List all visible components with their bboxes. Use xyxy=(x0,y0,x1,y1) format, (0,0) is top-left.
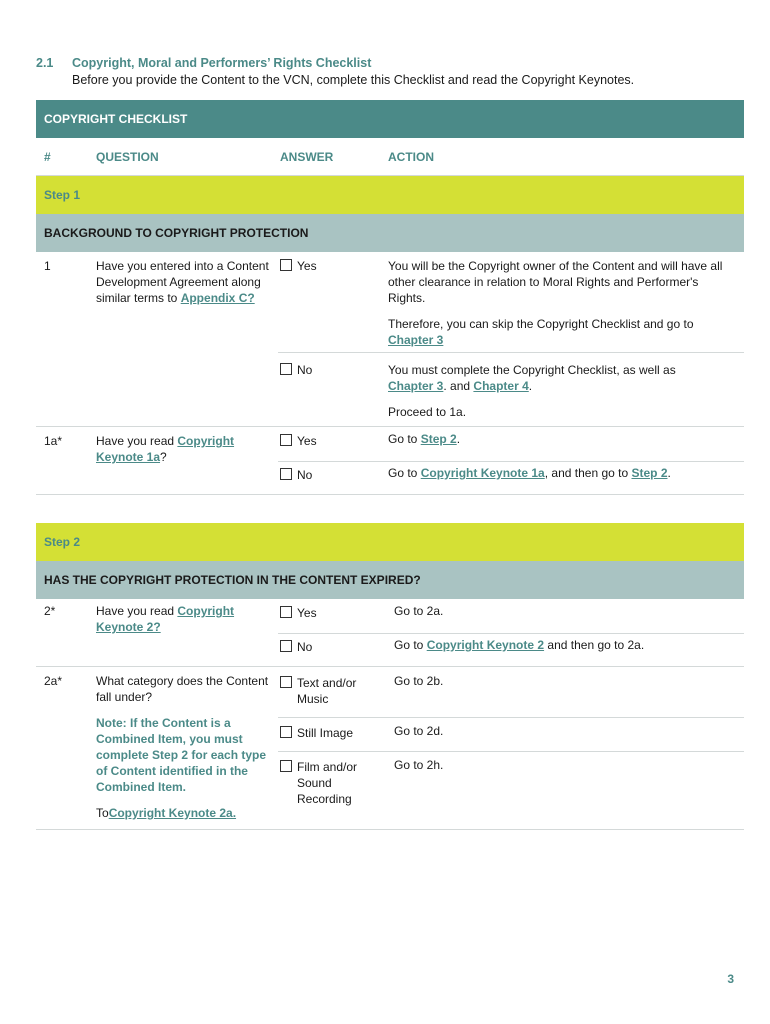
question-text: Have you entered into a Content Development Agreement along similar terms to Appendix C? xyxy=(96,259,269,305)
copyright-keynote-1a-link[interactable]: Copyright Keynote 1a xyxy=(420,466,545,480)
question-text: Have you read Copyright Keynote 1a? xyxy=(96,434,235,464)
question-number: 1 xyxy=(44,259,51,273)
step-2-link[interactable]: Step 2 xyxy=(631,466,668,480)
answer-film-sound[interactable]: Film and/or Sound Recording xyxy=(280,759,370,807)
action-yes: Go to 2a. xyxy=(394,604,444,618)
column-header-row xyxy=(36,138,744,176)
col-header-number: # xyxy=(44,150,51,164)
answer-no[interactable]: No xyxy=(280,639,370,655)
chapter-3-link[interactable]: Chapter 3 xyxy=(388,379,444,393)
action-still-image: Go to 2d. xyxy=(394,724,444,738)
checkbox-icon[interactable] xyxy=(280,259,292,271)
answer-yes[interactable]: Yes xyxy=(280,605,370,621)
table-title: COPYRIGHT CHECKLIST xyxy=(36,100,744,138)
checkbox-icon[interactable] xyxy=(280,760,292,772)
answer-yes[interactable]: Yes xyxy=(280,258,370,274)
action-no: Go to Copyright Keynote 1a, and then go to Step 2. xyxy=(388,466,671,480)
answer-no[interactable]: No xyxy=(280,467,370,483)
table-row-2a xyxy=(36,667,744,830)
checkbox-icon[interactable] xyxy=(280,606,292,618)
step-2-label: Step 2 xyxy=(36,523,744,561)
checkbox-icon[interactable] xyxy=(280,676,292,688)
page-number: 3 xyxy=(727,972,734,986)
action-yes: Go to Step 2. xyxy=(388,432,461,446)
section-number: 2.1 xyxy=(36,56,54,70)
copyright-checklist-table xyxy=(36,100,744,830)
action-no: Go to Copyright Keynote 2 and then go to 2a. xyxy=(394,638,645,652)
answer-no[interactable]: No xyxy=(280,362,370,378)
checkbox-icon[interactable] xyxy=(280,363,292,375)
copyright-keynote-2-link[interactable]: Copyright Keynote 2? xyxy=(96,604,235,634)
step-1-section: BACKGROUND TO COPYRIGHT PROTECTION xyxy=(36,214,744,252)
col-header-action: ACTION xyxy=(388,150,434,164)
table-row-2 xyxy=(36,599,744,667)
combined-item-note: Note: If the Content is a Combined Item, you must complete Step 2 for each type of Content identified in the Combined Item. xyxy=(96,716,267,794)
checkbox-icon[interactable] xyxy=(280,726,292,738)
step-2-link[interactable]: Step 2 xyxy=(420,432,457,446)
question-text: What category does the Content fall under? Note: If the Content is a Combined Item, you must complete Step 2 for each type of Content identified in the Combined Item. ToCopyright Keynote 2a. xyxy=(96,673,271,821)
chapter-4-link[interactable]: Chapter 4 xyxy=(473,379,529,393)
question-number: 1a* xyxy=(44,434,63,448)
section-subtitle: Before you provide the Content to the VCN, complete this Checklist and read the Copyright Keynotes. xyxy=(72,73,635,87)
answer-text-music[interactable]: Text and/or Music xyxy=(280,675,370,707)
action-film-sound: Go to 2h. xyxy=(394,758,444,772)
copyright-keynote-2a-link[interactable]: Copyright Keynote 2a. xyxy=(108,806,237,820)
section-title: Copyright, Moral and Performers’ Rights Checklist xyxy=(72,56,372,70)
appendix-c-link[interactable]: Appendix C? xyxy=(180,291,255,305)
checkbox-icon[interactable] xyxy=(280,434,292,446)
checkbox-icon[interactable] xyxy=(280,468,292,480)
table-row-1a xyxy=(36,427,744,495)
action-yes: You will be the Copyright owner of the Content and will have all other clearance in relation to Moral Rights and Performer's Rights. Therefore, you can skip the Copyright Checklist and go to Chapter 3 xyxy=(388,259,723,347)
step-2-section: HAS THE COPYRIGHT PROTECTION IN THE CONTENT EXPIRED? xyxy=(36,561,744,599)
question-number: 2* xyxy=(44,604,56,618)
copyright-keynote-2-link[interactable]: Copyright Keynote 2 xyxy=(426,638,545,652)
checkbox-icon[interactable] xyxy=(280,640,292,652)
copyright-keynote-1a-link[interactable]: Copyright Keynote 1a xyxy=(96,434,235,464)
answer-yes[interactable]: Yes xyxy=(280,433,370,449)
question-number: 2a* xyxy=(44,674,63,688)
col-header-question: QUESTION xyxy=(96,150,159,164)
action-no: You must complete the Copyright Checklist, as well as Chapter 3. and Chapter 4. Proceed to 1a. xyxy=(388,363,676,419)
table-row-1 xyxy=(36,252,744,427)
question-text: Have you read Copyright Keynote 2? xyxy=(96,604,235,634)
col-header-answer: ANSWER xyxy=(280,150,334,164)
spacer xyxy=(36,495,744,523)
step-1-label: Step 1 xyxy=(36,176,744,214)
answer-still-image[interactable]: Still Image xyxy=(280,725,370,741)
action-text-music: Go to 2b. xyxy=(394,674,444,688)
chapter-3-link[interactable]: Chapter 3 xyxy=(388,333,444,347)
